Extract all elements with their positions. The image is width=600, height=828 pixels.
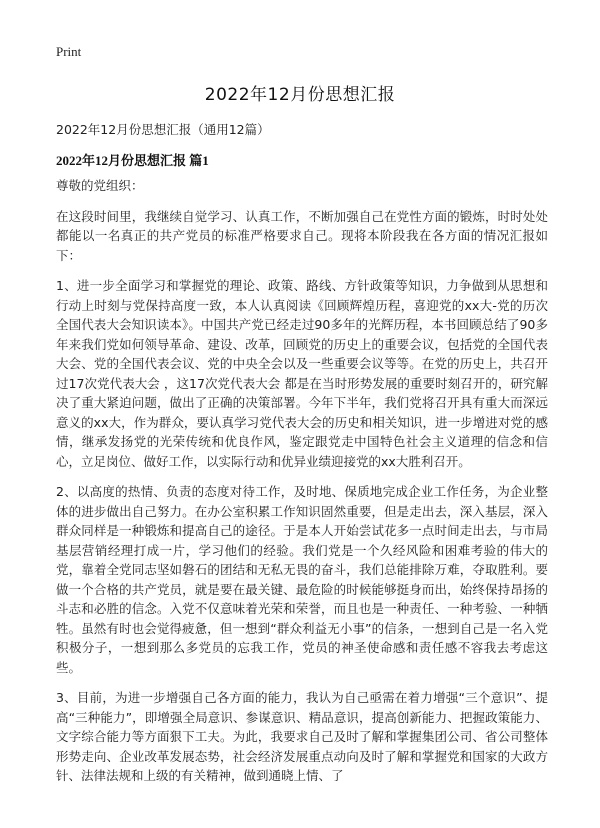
salutation: 尊敬的党组织： [56, 178, 144, 193]
paragraph-3: 3、目前，为进一步增强自己各方面的能力，我认为自己亟需在着力增强“三个意识”、提高“三种能力”，即增强全局意识、参谋意识、精品意识，提高创新能力、把握政策能力、文字综合能力等方面狠下工夫。为此，我要求自己及时了解和掌握集团公司、省公司整体形势走向、企业改革发展态势，社会经济发展重点动向及时了解和掌握党和国家的大政方针、法律法规和上级的有关精神，做到通晓上情、了 [56, 690, 548, 783]
document-body [56, 176, 548, 797]
page-title: 2022年12月份思想汇报 [204, 85, 396, 105]
section-heading: 2022年12月份思想汇报 篇1 [56, 153, 209, 168]
print-link[interactable]: Print [56, 44, 82, 59]
paragraph-2: 2、以高度的热情、负责的态度对待工作，及时地、保质地完成企业工作任务，为企业整体的进步做出自己努力。在办公室积累工作知识固然重要，但是走出去，深入基层，深入群众同样是一种锻炼和提高自己的途径。于是本人开始尝试花多一点时间走出去，与市局基层营销经理打成一片，学习他们的经验。我们党是一个久经风险和困难考验的伟大的党，靠着全党同志坚如磐石的团结和无私无畏的奋斗，我们总能排除万难，夺取胜利。要做一个合格的共产党员，就是要在最关键、最危险的时候能够挺身而出，始终保持昂扬的斗志和必胜的信念。入党不仅意味着光荣和荣誉，而且也是一种责任、一种考验、一种牺牲。虽然有时也会觉得疲惫，但一想到“群众利益无小事”的信条，一想到自己是一名入党积极分子，一想到那么多党员的忘我工作，党员的神圣使命感和责任感不容我去考虑这些。 [56, 484, 548, 675]
paragraph-intro: 在这段时间里，我继续自觉学习、认真工作，不断加强自己在党性方面的锻炼，时时处处都能以一名真正的共产党员的标准严格要求自己。现将本阶段我在各方面的情况汇报如下： [56, 208, 548, 263]
paragraph-1: 1、进一步全面学习和掌握党的理论、政策、路线、方针政策等知识，力争做到从思想和行动上时刻与党保持高度一致，本人认真阅读《回顾辉煌历程，喜迎党的xx大-党的历次全国代表大会知识读本》。中国共产党已经走过90多年的光辉历程，本书回顾总结了90多年来我们党如何领导革命、建设、改革，回顾党的历史上的重要会议，包括党的全国代表大会、党的全国代表会议、党的中央全会以及一些重要会议等等。在党的历史上，共召开过17次党代表大会 ，这17次党代表大会 都是在当时形势发展的重要时刻召开的，研究解决了重大紧迫问题，做出了正确的决策部署。今年下半年，我们党将召开具有重大而深远意义的xx大，作为群众，要认真学习党代表大会的历史和相关知识，进一步增进对党的感情，继承发扬党的光荣传统和优良作风，鉴定跟党走中国特色社会主义道理的信念和信心，立足岗位、做好工作，以实际行动和优异业绩迎接党的xx大胜利召开。 [56, 278, 548, 469]
document-subtitle: 2022年12月份思想汇报（通用12篇） [56, 122, 270, 137]
